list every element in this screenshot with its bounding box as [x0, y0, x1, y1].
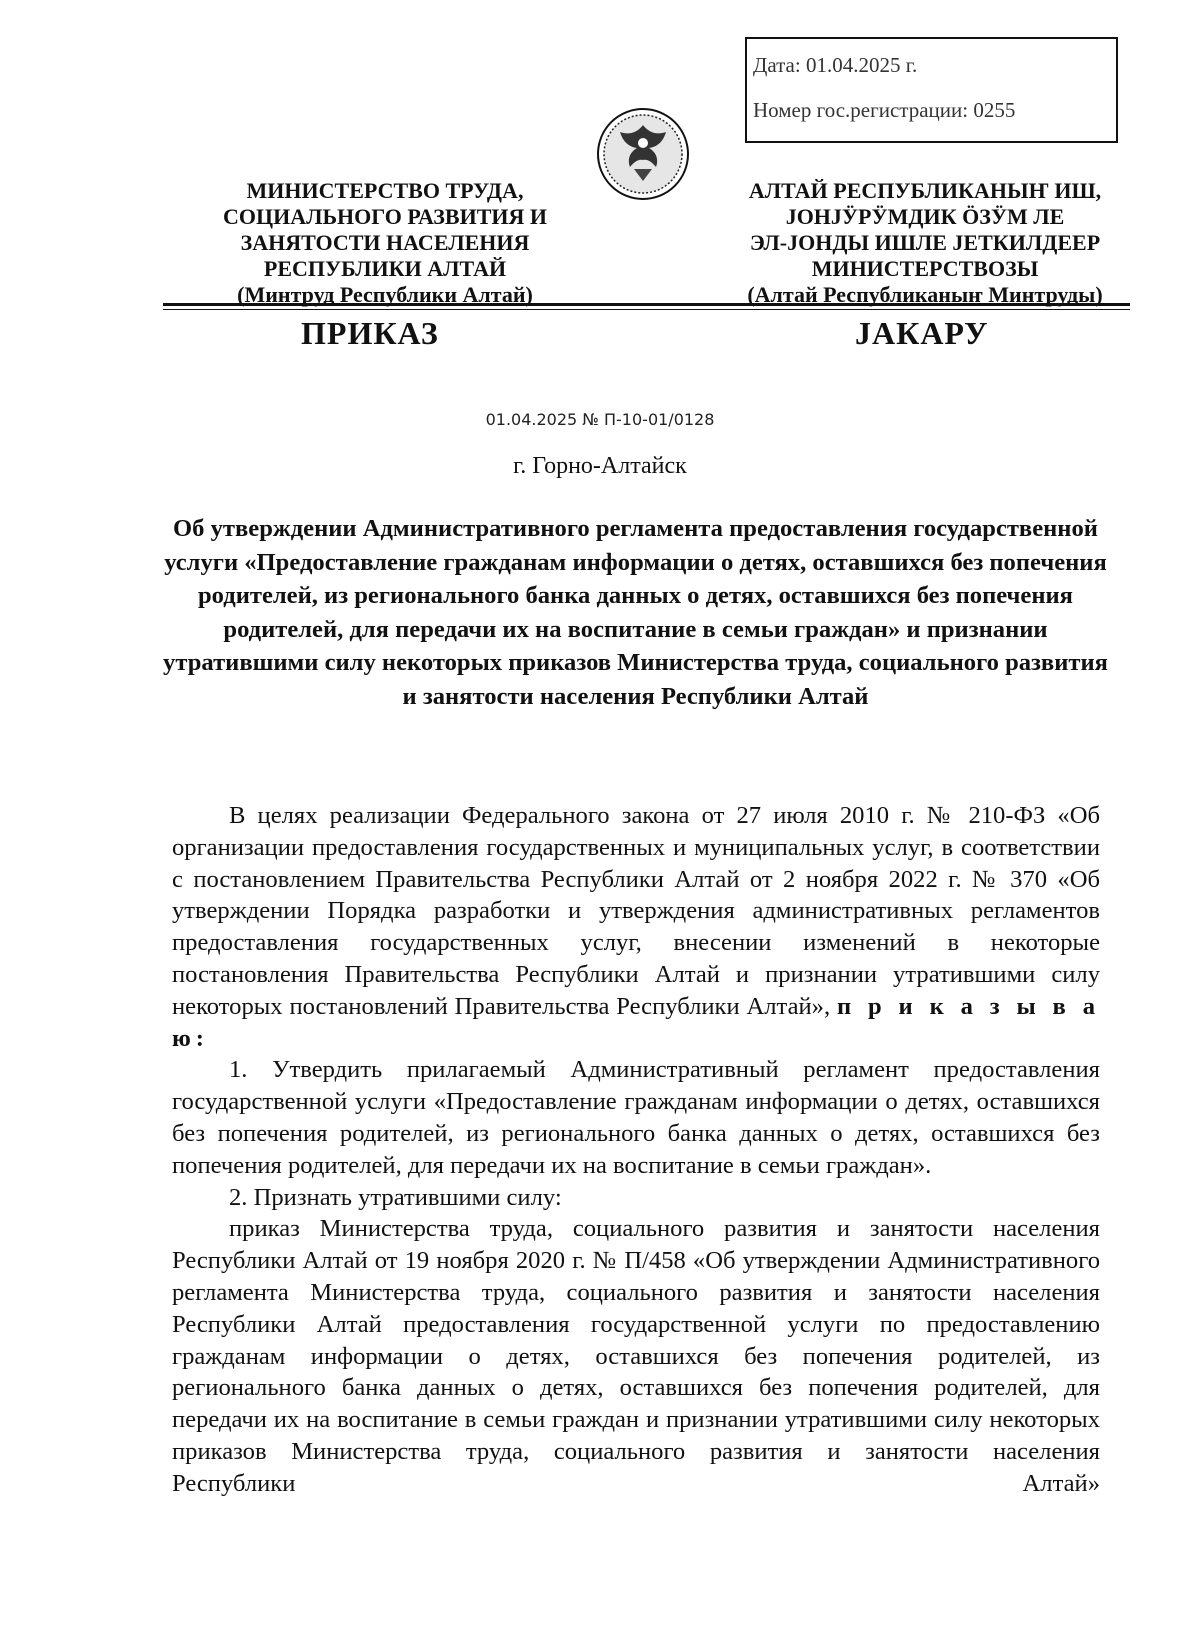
- item-1-paragraph: 1. Утвердить прилагаемый Административный регламент предоставления государственной услуги «Предоставление гражданам информации о детях, оставшихся без попечения родителей, из регионального банка данных о детях, оставшихся без попечения родителей, для передачи их на воспитание в семьи граждан».: [172, 1056, 1100, 1179]
- preamble-paragraph: [172, 800, 1100, 1054]
- document-body: [172, 800, 1100, 1500]
- item-2-paragraph: 2. Признать утратившими силу:: [229, 1183, 562, 1211]
- ministry-short-name: (Алтай Республиканыҥ Минтруды): [747, 282, 1103, 307]
- coat-of-arms-icon: [596, 107, 690, 201]
- ministry-name-altai: [700, 178, 1150, 308]
- ministry-line: JОНJӰРӰМДИК ӦЗӰМ ЛЕ: [785, 204, 1065, 229]
- registration-date-value: 01.04.2025 г.: [805, 53, 918, 77]
- ministry-line: МИНИСТЕРСТВОЗЫ: [811, 256, 1039, 281]
- registration-number-value: 0255: [973, 98, 1016, 122]
- order-title-altai: JАКАРУ: [855, 315, 989, 351]
- registration-box: [745, 37, 1118, 143]
- registration-number-label: Номер гос.регистрации:: [753, 98, 969, 122]
- order-word: п р и к а з ы в а ю:: [172, 992, 1100, 1052]
- ministry-line: АЛТАЙ РЕСПУБЛИКАНЫҤ ИШ,: [748, 178, 1102, 203]
- ministry-line: ЗАНЯТОСТИ НАСЕЛЕНИЯ: [240, 230, 530, 255]
- registration-number: [753, 98, 1116, 123]
- ministry-line: СОЦИАЛЬНОГО РАЗВИТИЯ И: [223, 204, 547, 229]
- ministry-short-name: (Минтруд Республики Алтай): [237, 282, 533, 307]
- header-divider-thick: [163, 303, 1130, 306]
- ministry-line: ЭЛ-JОНДЫ ИШЛЕ JЕТКИЛДЕЕР: [749, 230, 1101, 255]
- registration-date: [753, 53, 1116, 78]
- document-title: Об утверждении Административного регламента предоставления государственной услуги «Предоставление гражданам информации о детях, оставшихся без попечения родителей, из регионального банка данных о детях, оставшихся без попечения родителей, для передачи их на воспитание в семьи граждан» и признании утратившими силу некоторых приказов Министерства труда, социального развития и занятости населения Республики Алтай: [163, 515, 1108, 710]
- document-number: 01.04.2025 № П-10-01/0128: [485, 410, 715, 429]
- item-2-text-paragraph: приказ Министерства труда, социального развития и занятости населения Республики Алтай от 19 ноября 2020 г. № П/458 «Об утверждении Административного регламента Министерства труда, социального развития и занятости населения Республики Алтай предоставления государственной услуги по предоставлению гражданам информации о детях, оставшихся без попечения родителей, из регионального банка данных о детях, оставшихся без попечения родителей, для передачи их на воспитание в семьи граждан и признании утратившими силу некоторых приказов Министерства труда, социального развития и занятости населения Республики Алтай»: [172, 1215, 1100, 1497]
- ministry-line: МИНИСТЕРСТВО ТРУДА,: [246, 178, 524, 203]
- header-divider-thin: [163, 309, 1130, 310]
- ministry-name-russian: [180, 178, 590, 308]
- ministry-line: РЕСПУБЛИКИ АЛТАЙ: [263, 256, 507, 281]
- document-city: г. Горно-Алтайск: [513, 453, 687, 479]
- registration-date-label: Дата:: [753, 53, 801, 77]
- order-title-russian: ПРИКАЗ: [301, 315, 439, 351]
- preamble-text: В целях реализации Федерального закона от 27 июля 2010 г. № 210-ФЗ «Об организации предоставления государственных и муниципальных услуг, в соответствии с постановлением Правительства Республики Алтай от 2 ноября 2022 г. № 370 «Об утверждении Порядка разработки и утверждения административных регламентов предоставления государственных услуг, внесении изменений в некоторые постановления Правительства Республики Алтай и признании утратившими силу некоторых постановлений Правительства Республики Алтай»,: [172, 802, 1100, 1020]
